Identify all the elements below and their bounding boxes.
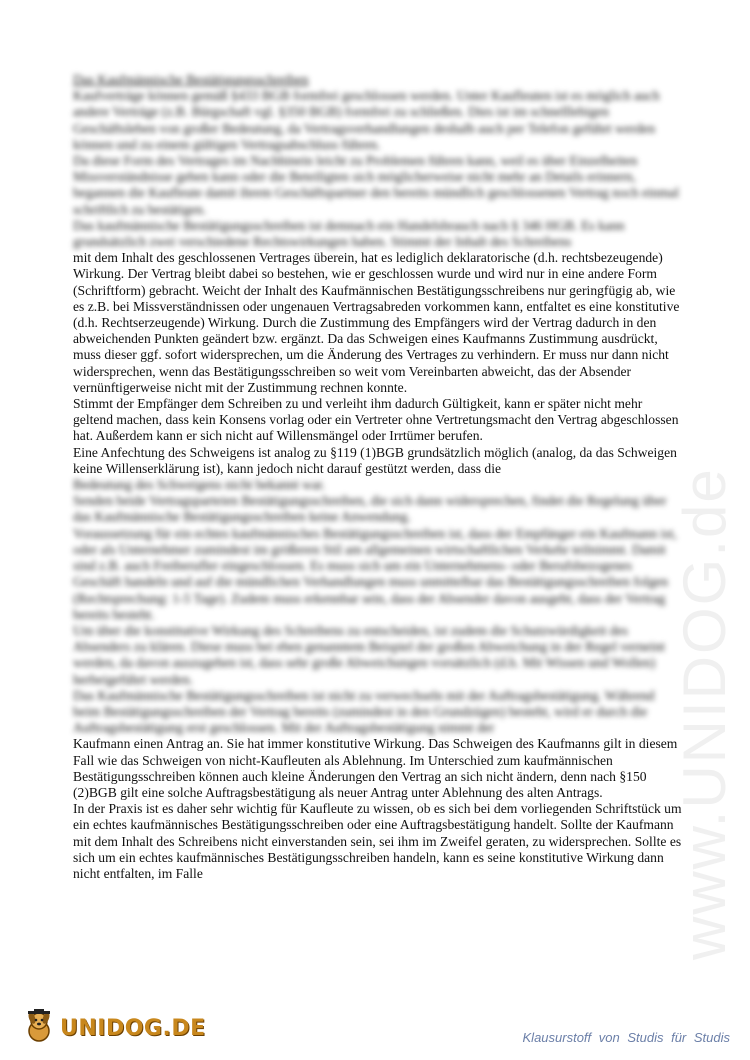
paragraph: Kaufverträge können gemäß §433 BGB formfrei geschlossen werden. Unter Kaufleuten ist es möglich auch andere Verträge (z.B. Bürgschaft vgl. §350 BGB) formfrei zu schließen. Dies ist im schnelllebigen Geschäftsleben von großer Bedeutung, da Vertragsverhandlungen deshalb auch per Telefon geführt werden können und zu einem gültigen Vertragsabschluss führen. [73, 88, 660, 152]
paragraph: Kaufmann einen Antrag an. Sie hat immer konstitutive Wirkung. Das Schweigen des Kaufmanns gilt in diesem Fall wie das Schweigen von nicht-Kaufleuten als Ablehnung. Im Unterschied zum kaufmännischen Bestätigungsschreiben können auch kleine Änderungen den Vertrag an sich nicht ändern, denn nach §150 (2)BGB gilt eine solche Auftragsbestätigung als neuer Antrag unter Ablehnung des alten Antrags. [73, 736, 678, 800]
footer-tagline: Klausurstoff von Studis für Studis [522, 1030, 730, 1045]
paragraph: Da diese Form des Vertrages im Nachhinein leicht zu Problemen führen kann, weil es über Einzelheiten Missverständnisse geben kann oder die Beteiligten sich möglicherweise nicht mehr an Details erinnern, begannen die Kaufleute damit ihrem Geschäftspartner den bereits mündlich geschlossenen Vertrag noch einmal schriftlich zu bestätigen. [73, 153, 679, 217]
logo-text: UNIDOG.DE [60, 1015, 206, 1041]
watermark: www.UNIDOG.de [671, 467, 738, 960]
paragraph: Das kaufmännische Bestätigungsschreiben ist demnach ein Handelsbrauch nach § 346 HGB. Es kann grundsätzlich zwei verschiedene Rechtswirkungen haben. Stimmt der Inhalt des Schreibens [73, 217, 625, 250]
paragraph: Um über die konstitutive Wirkung des Schreibens zu entscheiden, ist zudem die Schutzwürdigkeit des Absenders zu klären. Diese muss bei eben genanntem Beispiel der großen Abweichung in der Regel verneint werden, da davon auszugehen ist, dass sehr große Abweichungen vorsätzlich (d.h. Mit Wissen und Wollen) herbeigeführt werden. [73, 622, 665, 687]
paragraph: Senden beide Vertragsparteien Bestätigungsschreiben, die sich dann widersprechen, findet die Regelung über das Kaufmännische Bestätigungsschreiben keine Anwendung. [73, 493, 667, 525]
paragraph: Das Kaufmännische Bestätigungsschreiben ist nicht zu verwechseln mit der Auftragsbestätigung. Während beim Bestätigungsschreiben der Vertrag bereits (zumindest in den Grundzügen) besteht, wird er durch die Auftragsbestätigung erst geschlossen. Mit der Auftragsbestätigung nimmt der [73, 687, 655, 736]
paragraph: mit dem Inhalt des geschlossenen Vertrages überein, hat es lediglich deklaratorische (d.h. rechtsbezeugende) Wirkung. Der Vertrag bleibt dabei so bestehen, wie er geschlossen wurde und wird nur in eine andere Form (Schriftform) gebracht. Weicht der Inhalt des Kaufmännischen Bestätigungsschreibens nur geringfügig ab, wie es z.B. bei Missverständnissen oder ungenauen Vertragsabreden vorkommen kann, entfaltet es eine konstitutive (d.h. Rechtserzeugende) Wirkung. Durch die Zustimmung des Empfängers wird der Vertrag dadurch in den abweichenden Punkten geändert bzw. ergänzt. Da das Schweigen eines Kaufmanns Zustimmung ausdrückt, muss dieser ggf. sofort widersprechen, um die Änderung des Vertrages zu verhindern. Er muss nur dann nicht widersprechen, wenn das Bestätigungsschreiben so weit vom Vereinbarten abweicht, das der Absender vernünftigerweise nicht mit der Zustimmung rechnen konnte. [73, 250, 680, 395]
blurred-section-top [73, 72, 683, 250]
paragraph: Voraussetzung für ein echtes kaufmännisches Bestätigungsschreiben ist, dass der Empfänger ein Kaufmann ist, oder als Unternehmer zumindest im größeren Stil am allgemeinen wirtschaftlichen Verkehr teilnimmt. Damit sind z.B. auch Freiberufler eingeschlossen. Es muss sich um ein Unternehmens- oder Berufsbezogenes Geschäft handeln und auf die mündlichen Verhandlungen muss unmittelbar das Bestätigungsschreiben folgen (Rechtsprechung: 1-5 Tage). Zudem muss erkennbar sein, dass der Absender davon ausgeht, dass der Vertrag bereits besteht. [73, 525, 677, 622]
footer-logo[interactable] [24, 1010, 206, 1046]
dog-mascot-icon [24, 1009, 54, 1048]
clear-section-bottom [73, 736, 683, 882]
paragraph: In der Praxis ist es daher sehr wichtig für Kaufleute zu wissen, ob es sich bei dem vorliegenden Schriftstück um ein echtes kaufmännisches Bestätigungsschreiben oder eine Auftragsbestätigung handelt. Sollte der Kaufmann mit dem Inhalt des Schreibens nicht einverstanden sein, sei ihm im Zweifel geraten, zu widersprechen. Sollte es sich um ein echtes kaufmännisches Bestätigungsschreiben handeln, kann es seine konstitutive Wirkung dann nicht entfalten, im Falle [73, 801, 682, 881]
blurred-section-middle [73, 477, 683, 736]
paragraph: Stimmt der Empfänger dem Schreiben zu und verleiht ihm dadurch Gültigkeit, kann er später nicht mehr geltend machen, dass kein Konsens vorlag oder ein Vertreter ohne Vertretungsmacht den Vertrag abgeschlossen hat. Außerdem kann er sich nicht auf Willensmängel oder Irrtümer berufen. [73, 396, 679, 444]
paragraph: Bedeutung des Schweigens nicht bekannt war. [73, 477, 326, 493]
document-body [73, 72, 683, 882]
clear-section-middle [73, 250, 683, 477]
paragraph: Eine Anfechtung des Schweigens ist analog zu §119 (1)BGB grundsätzlich möglich (analog, da das Schweigen keine Willenserklärung ist), kann jedoch nicht darauf gestützt werden, dass die [73, 444, 677, 476]
document-title: Das Kaufmännische Bestätigungsschreiben [73, 72, 309, 87]
